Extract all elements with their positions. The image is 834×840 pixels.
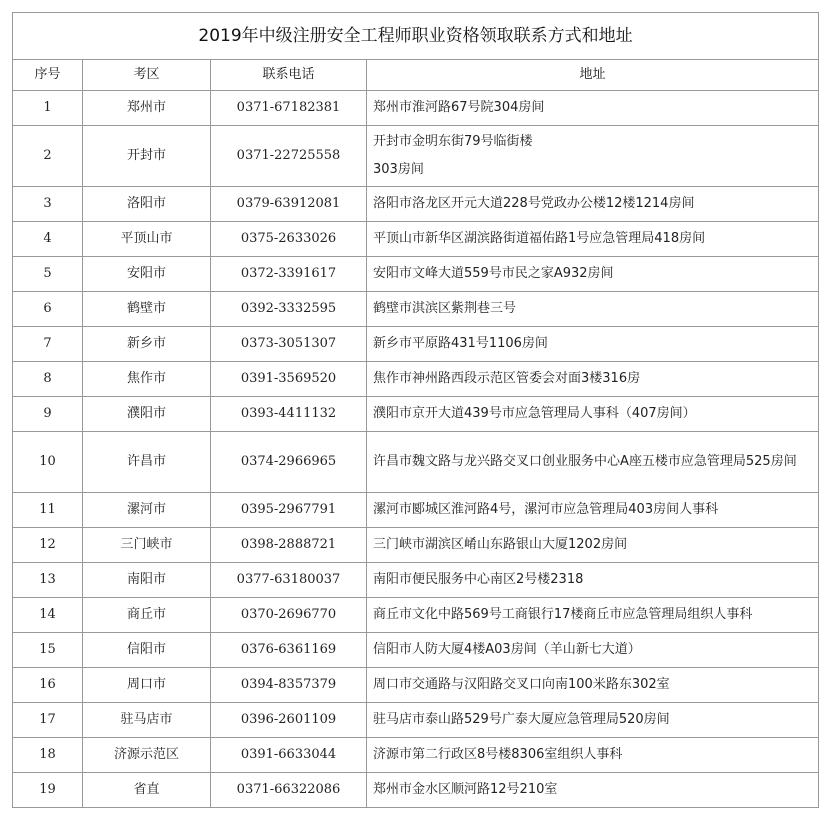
row-index: 3 <box>13 187 83 222</box>
table-row <box>13 633 819 668</box>
row-index: 13 <box>13 563 83 598</box>
row-address <box>367 292 819 327</box>
table-row <box>13 703 819 738</box>
row-area: 开封市 <box>83 126 211 187</box>
row-index: 2 <box>13 126 83 187</box>
row-area: 漯河市 <box>83 493 211 528</box>
row-address <box>367 222 819 257</box>
header-phone: 联系电话 <box>211 60 367 91</box>
address-line: 信阳市人防大厦4楼A03房间（羊山新七大道） <box>373 642 641 657</box>
address-line: 驻马店市泰山路529号广泰大厦应急管理局520房间 <box>373 712 670 727</box>
table-row <box>13 327 819 362</box>
address-line: 焦作市神州路西段示范区管委会对面3楼316房 <box>373 371 641 386</box>
row-phone: 0371-22725558 <box>211 126 367 187</box>
row-index: 4 <box>13 222 83 257</box>
row-phone: 0391-6633044 <box>211 738 367 773</box>
row-phone: 0374-2966965 <box>211 432 367 493</box>
table-title: 2019年中级注册安全工程师职业资格领取联系方式和地址 <box>13 13 819 60</box>
row-area: 许昌市 <box>83 432 211 493</box>
row-phone: 0379-63912081 <box>211 187 367 222</box>
row-phone: 0370-2696770 <box>211 598 367 633</box>
row-address <box>367 327 819 362</box>
row-address <box>367 432 819 493</box>
address-line: 濮阳市京开大道439号市应急管理局人事科（407房间） <box>373 406 696 421</box>
row-address <box>367 773 819 808</box>
address-line: 洛阳市洛龙区开元大道228号党政办公楼12楼1214房间 <box>373 196 695 211</box>
row-phone: 0371-67182381 <box>211 91 367 126</box>
row-phone: 0371-66322086 <box>211 773 367 808</box>
header-row <box>13 60 819 91</box>
row-address <box>367 493 819 528</box>
header-index: 序号 <box>13 60 83 91</box>
row-address <box>367 187 819 222</box>
row-index: 7 <box>13 327 83 362</box>
address-line: 周口市交通路与汉阳路交叉口向南100米路东302室 <box>373 677 670 692</box>
row-address <box>367 126 819 187</box>
table-row <box>13 493 819 528</box>
row-phone: 0398-2888721 <box>211 528 367 563</box>
address-line: 郑州市淮河路67号院304房间 <box>373 100 545 115</box>
row-address <box>367 257 819 292</box>
row-address <box>367 738 819 773</box>
address-line: 三门峡市湖滨区崤山东路银山大厦1202房间 <box>373 537 628 552</box>
row-area: 济源示范区 <box>83 738 211 773</box>
table-row <box>13 126 819 187</box>
row-address <box>367 528 819 563</box>
row-index: 12 <box>13 528 83 563</box>
address-line: 郑州市金水区顺河路12号210室 <box>373 782 558 797</box>
header-address: 地址 <box>367 60 819 91</box>
row-area: 鹤壁市 <box>83 292 211 327</box>
table-row <box>13 668 819 703</box>
table-row <box>13 257 819 292</box>
row-phone: 0372-3391617 <box>211 257 367 292</box>
row-phone: 0394-8357379 <box>211 668 367 703</box>
row-area: 信阳市 <box>83 633 211 668</box>
row-area: 平顶山市 <box>83 222 211 257</box>
address-line: 鹤壁市淇滨区紫荆巷三号 <box>373 301 517 316</box>
row-area: 新乡市 <box>83 327 211 362</box>
row-index: 14 <box>13 598 83 633</box>
table-row <box>13 292 819 327</box>
row-area: 省直 <box>83 773 211 808</box>
row-index: 15 <box>13 633 83 668</box>
table-row <box>13 187 819 222</box>
address-line: 平顶山市新华区湖滨路街道福佑路1号应急管理局418房间 <box>373 231 706 246</box>
table-row <box>13 91 819 126</box>
address-line: 新乡市平原路431号1106房间 <box>373 336 548 351</box>
row-area: 南阳市 <box>83 563 211 598</box>
row-area: 驻马店市 <box>83 703 211 738</box>
row-phone: 0396-2601109 <box>211 703 367 738</box>
row-index: 5 <box>13 257 83 292</box>
contact-table <box>12 12 819 808</box>
address-line: 商丘市文化中路569号工商银行17楼商丘市应急管理局组织人事科 <box>373 607 753 622</box>
address-line: 南阳市便民服务中心南区2号楼2318 <box>373 572 584 587</box>
table-row <box>13 528 819 563</box>
row-area: 濮阳市 <box>83 397 211 432</box>
address-line-2: 303房间 <box>373 162 424 177</box>
address-line: 许昌市魏文路与龙兴路交叉口创业服务中心A座五楼市应急管理局525房间 <box>373 454 797 469</box>
row-address <box>367 397 819 432</box>
row-index: 17 <box>13 703 83 738</box>
address-line: 济源市第二行政区8号楼8306室组织人事科 <box>373 747 623 762</box>
row-index: 6 <box>13 292 83 327</box>
row-address <box>367 598 819 633</box>
row-index: 19 <box>13 773 83 808</box>
row-index: 18 <box>13 738 83 773</box>
row-address <box>367 362 819 397</box>
header-area: 考区 <box>83 60 211 91</box>
table-row <box>13 598 819 633</box>
row-area: 洛阳市 <box>83 187 211 222</box>
table-row <box>13 563 819 598</box>
row-address <box>367 668 819 703</box>
table-row <box>13 738 819 773</box>
table-row <box>13 362 819 397</box>
row-phone: 0393-4411132 <box>211 397 367 432</box>
row-phone: 0373-3051307 <box>211 327 367 362</box>
row-area: 焦作市 <box>83 362 211 397</box>
row-area: 郑州市 <box>83 91 211 126</box>
row-phone: 0392-3332595 <box>211 292 367 327</box>
table-row <box>13 773 819 808</box>
row-phone: 0377-63180037 <box>211 563 367 598</box>
row-address <box>367 703 819 738</box>
address-line: 开封市金明东街79号临街楼 <box>373 134 533 149</box>
table-row <box>13 432 819 493</box>
row-area: 三门峡市 <box>83 528 211 563</box>
row-index: 8 <box>13 362 83 397</box>
row-area: 安阳市 <box>83 257 211 292</box>
row-phone: 0376-6361169 <box>211 633 367 668</box>
row-address <box>367 91 819 126</box>
row-index: 10 <box>13 432 83 493</box>
row-phone: 0375-2633026 <box>211 222 367 257</box>
row-address <box>367 563 819 598</box>
address-line: 安阳市文峰大道559号市民之家A932房间 <box>373 266 614 281</box>
table-row <box>13 222 819 257</box>
table-body <box>13 91 819 808</box>
address-line: 漯河市郾城区淮河路4号，漯河市应急管理局403房间人事科 <box>373 502 719 517</box>
row-index: 1 <box>13 91 83 126</box>
table-row <box>13 397 819 432</box>
row-address <box>367 633 819 668</box>
row-index: 11 <box>13 493 83 528</box>
row-index: 9 <box>13 397 83 432</box>
row-phone: 0395-2967791 <box>211 493 367 528</box>
row-index: 16 <box>13 668 83 703</box>
row-area: 周口市 <box>83 668 211 703</box>
row-area: 商丘市 <box>83 598 211 633</box>
row-phone: 0391-3569520 <box>211 362 367 397</box>
